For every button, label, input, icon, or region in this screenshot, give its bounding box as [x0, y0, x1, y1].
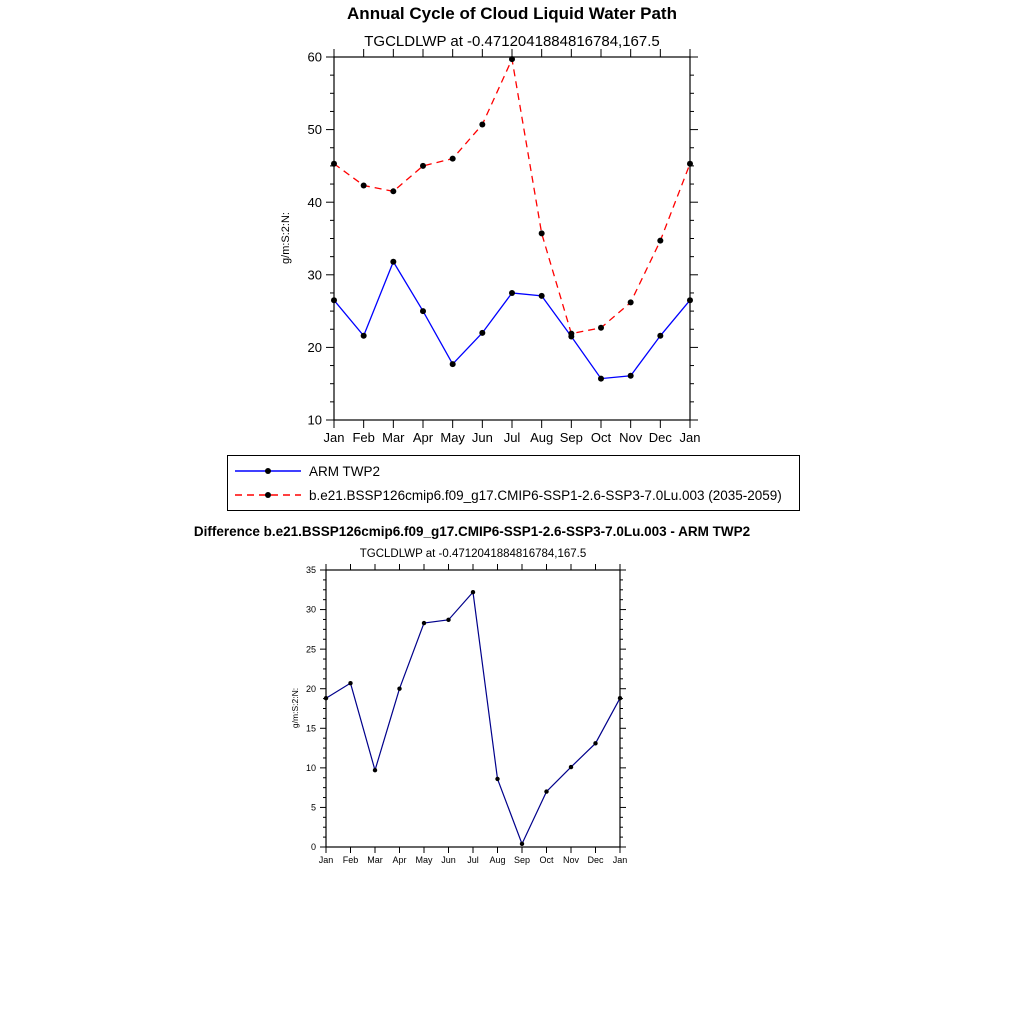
legend-item-model-run — [228, 483, 799, 507]
svg-text:20: 20 — [305, 683, 316, 694]
legend-label-model-run: b.e21.BSSP126cmip6.f09_g17.CMIP6-SSP1-2.6-SSP3-7.0Lu.003 (2035-2059) — [309, 487, 782, 503]
svg-text:Apr: Apr — [412, 430, 434, 445]
svg-text:Sep: Sep — [513, 855, 531, 865]
svg-text:35: 35 — [305, 565, 316, 576]
svg-text:10: 10 — [307, 412, 322, 428]
svg-text:Sep: Sep — [559, 430, 583, 445]
top-chart-y-axis-label: g/m:S:2:N: — [280, 212, 292, 264]
svg-text:Jan: Jan — [318, 855, 334, 865]
svg-text:May: May — [440, 430, 465, 445]
svg-text:30: 30 — [305, 604, 316, 615]
svg-text:15: 15 — [305, 723, 316, 734]
svg-text:Jan: Jan — [679, 430, 701, 445]
svg-text:Jun: Jun — [471, 430, 493, 445]
bottom-chart-y-axis-label: g/m:S:2:N: — [290, 687, 300, 729]
svg-text:Jun: Jun — [441, 855, 456, 865]
bottom-chart-title: Difference b.e21.BSSP126cmip6.f09_g17.CMIP6-SSP1-2.6-SSP3-7.0Lu.003 - ARM TWP2 — [193, 524, 751, 539]
svg-text:30: 30 — [307, 267, 322, 283]
red-dashed-line-marker-icon — [233, 488, 303, 502]
svg-text:5: 5 — [310, 802, 316, 813]
svg-text:20: 20 — [307, 339, 322, 355]
svg-text:Aug: Aug — [489, 855, 506, 865]
svg-text:Nov: Nov — [562, 855, 580, 865]
svg-text:Feb: Feb — [352, 430, 375, 445]
svg-text:0: 0 — [310, 842, 316, 853]
svg-text:Dec: Dec — [648, 430, 672, 445]
svg-text:Oct: Oct — [590, 430, 612, 445]
svg-text:Jul: Jul — [503, 430, 521, 445]
svg-text:May: May — [415, 855, 433, 865]
svg-text:Mar: Mar — [367, 855, 383, 865]
top-chart-title: Annual Cycle of Cloud Liquid Water Path — [347, 4, 677, 23]
svg-text:Dec: Dec — [587, 855, 604, 865]
svg-text:Jul: Jul — [467, 855, 479, 865]
bottom-chart-subtitle: TGCLDLWP at -0.4712041884816784,167.5 — [359, 548, 587, 560]
svg-text:10: 10 — [305, 763, 316, 774]
svg-text:40: 40 — [307, 194, 322, 210]
svg-text:Feb: Feb — [342, 855, 359, 865]
blue-solid-line-marker-icon — [233, 464, 303, 478]
svg-text:Apr: Apr — [392, 855, 407, 865]
svg-text:Nov: Nov — [619, 430, 643, 445]
legend-box — [227, 455, 800, 511]
top-chart-subtitle: TGCLDLWP at -0.4712041884816784,167.5 — [364, 33, 660, 50]
legend-label-arm-twp2: ARM TWP2 — [309, 463, 381, 479]
svg-text:50: 50 — [307, 122, 322, 138]
svg-text:60: 60 — [307, 49, 322, 65]
legend-item-arm-twp2 — [228, 459, 799, 483]
svg-text:Aug: Aug — [530, 430, 554, 445]
svg-text:Mar: Mar — [382, 430, 405, 445]
svg-text:25: 25 — [305, 644, 316, 655]
svg-text:Jan: Jan — [612, 855, 628, 865]
svg-text:Jan: Jan — [323, 430, 345, 445]
svg-text:Oct: Oct — [539, 855, 554, 865]
